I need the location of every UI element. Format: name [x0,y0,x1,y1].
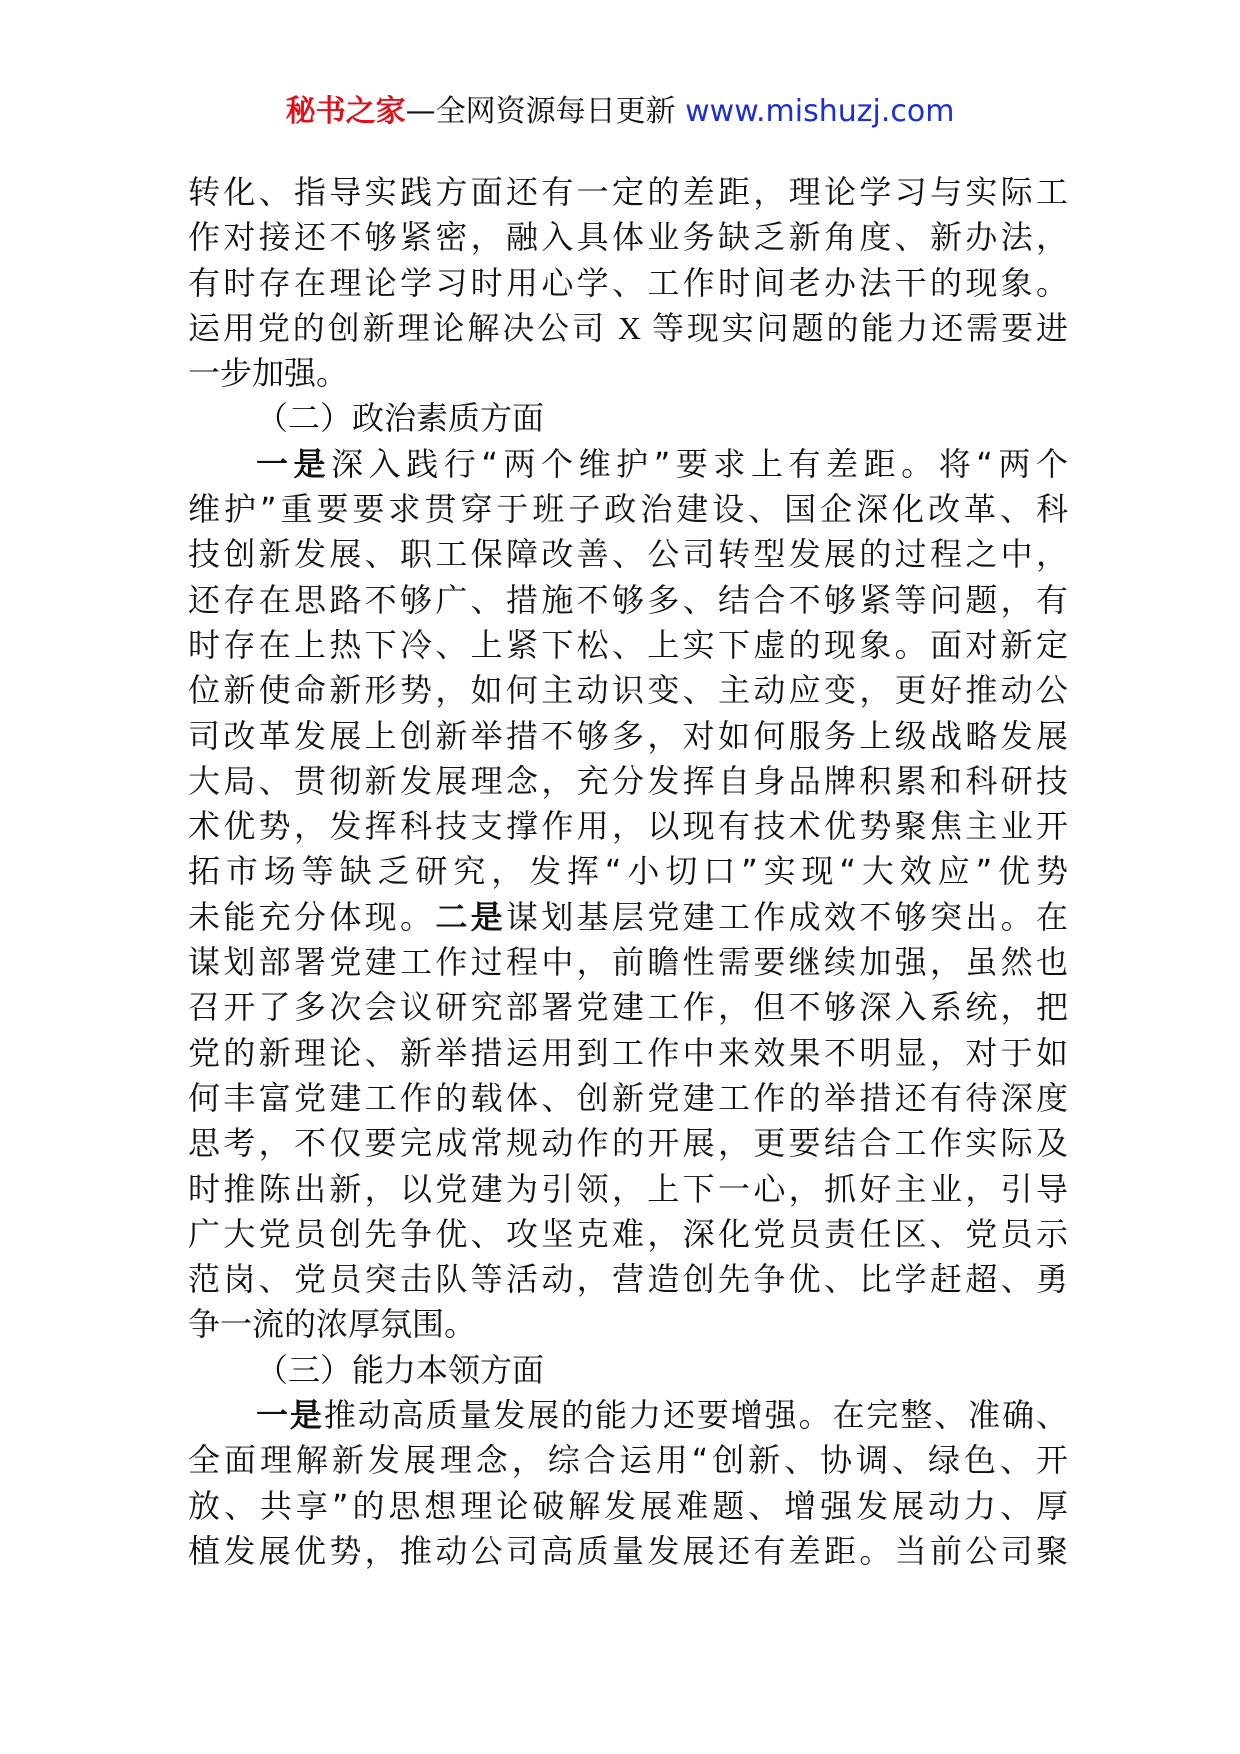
brand-name: 秘书之家 [285,94,406,129]
text-span: 深入践行“两个维护”要求上有差距。将“两个 [331,444,1068,483]
text-line: 召开了多次会议研究部署党建工作，但不够深入系统，把 [188,988,1068,1027]
section-heading-2: （二）政治素质方面 [256,399,545,438]
text-line [188,1393,1068,1438]
text-line: 时推陈出新，以党建为引领，上下一心，抓好主业，引导 [188,1169,1068,1208]
text-line: 还存在思路不够广、措施不够多、结合不够紧等问题，有 [188,580,1068,619]
text-line: 范岗、党员突击队等活动，营造创先争优、比学赶超、勇 [188,1260,1068,1299]
text-span: 谋划基层党建工作成效不够突出。在 [506,897,1068,936]
text-line: 党的新理论、新举措运用到工作中来效果不明显，对于如 [188,1033,1068,1072]
text-line: 转化、指导实践方面还有一定的差距，理论学习与实际工 [188,173,1068,211]
text-line: 拓市场等缺乏研究，发挥“小切口”实现“大效应”优势 [188,852,1068,891]
text-line: 全面理解新发展理念，综合运用“创新、协调、绿色、开 [188,1441,1068,1480]
site-header [0,92,1240,132]
text-line: 何丰富党建工作的载体、创新党建工作的举措还有待深度 [188,1078,1068,1117]
emphasis: 一是 [256,444,332,483]
text-line: 思考，不仅要完成常规动作的开展，更要结合工作实际及 [188,1124,1068,1163]
text-line: 大局、贯彻新发展理念，充分发挥自身品牌积累和科研技 [188,761,1068,800]
placeholder-x: X [606,309,652,346]
text-line: 放、共享”的思想理论破解发展难题、增强发展动力、厚 [188,1486,1068,1525]
text-line: 位新使命新形势，如何主动识变、主动应变，更好推动公 [188,671,1068,710]
emphasis: 二是 [435,897,506,936]
text-line: 术优势，发挥科技支撑作用，以现有技术优势聚焦主业开 [188,807,1068,846]
text-line [188,895,1068,940]
text-span: 等现实问题的能力还需要进 [651,308,1068,347]
text-line: 一步加强。 [188,354,349,393]
text-line: 司改革发展上创新举措不够多，对如何服务上级战略发展 [188,716,1068,755]
site-url[interactable]: www.mishuzj.com [685,94,955,129]
document-body [188,170,1068,1574]
text-line [188,306,1068,351]
text-line: 有时存在理论学习时用心学、工作时间老办法干的现象。 [188,263,1068,302]
text-line: 作对接还不够紧密，融入具体业务缺乏新角度、新办法， [188,218,1068,257]
text-line: 广大党员创先争优、攻坚克难，深化党员责任区、党员示 [188,1214,1068,1253]
text-line: 技创新发展、职工保障改善、公司转型发展的过程之中， [188,535,1068,574]
text-line [188,442,1068,487]
text-line: 谋划部署党建工作过程中，前瞻性需要继续加强，虽然也 [188,943,1068,982]
section-heading-3: （三）能力本领方面 [256,1350,545,1389]
text-line: 时存在上热下冷、上紧下松、上实下虚的现象。面对新定 [188,625,1068,664]
text-line: 争一流的浓厚氛围。 [188,1305,477,1344]
text-span: 未能充分体现。 [188,897,436,936]
text-line: 植发展优势，推动公司高质量发展还有差距。当前公司聚 [188,1531,1068,1570]
emphasis: 一是 [256,1396,324,1435]
text-span: 推动高质量发展的能力还要增强。在完整、准确、 [323,1396,1068,1435]
text-span: 运用党的创新理论解决公司 [188,308,607,347]
header-tagline: —全网资源每日更新 [405,94,686,129]
text-line: 维护”重要要求贯穿于班子政治建设、国企深化改革、科 [188,490,1068,529]
